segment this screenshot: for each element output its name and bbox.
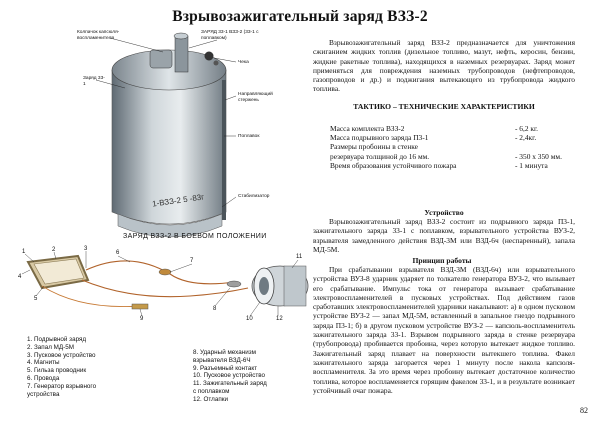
tth-heading: ТАКТИКО – ТЕХНИЧЕСКИЕ ХАРАКТЕРИСТИКИ: [353, 102, 535, 111]
tth-row: [330, 124, 590, 133]
kit-number-2: 2: [52, 247, 56, 253]
legend-left: [27, 336, 96, 398]
tth-row: [330, 142, 590, 151]
legend-item: 8. Ударный механизм: [193, 349, 256, 356]
label-napr: Направляющий стержень: [238, 92, 273, 103]
label-cheka: Чека: [238, 60, 249, 65]
legend-item: с поплавком: [193, 387, 230, 395]
tth-row: [330, 161, 590, 170]
tth-value: - 350 х 350 мм.: [515, 151, 562, 161]
label-cap-kv: Колпачок капсюля-воспламенителя: [77, 30, 120, 41]
label-zaryad-zz: ЗАРЯД 33-1 ВЗЗ-2 (33-1 с поплавком): [201, 30, 259, 41]
ustroystvo-heading: Устройство: [424, 208, 464, 217]
tth-value: - 2,4кг.: [515, 133, 537, 143]
label-stab: Стабилизатор: [238, 194, 270, 199]
intro-paragraph: Взрывозажигательный заряд ВЗЗ-2 предназначается для уничтожения сжиганием жидких топлив (дизельное топливо, мазут, нефть, керосин, бензин, жидкие ракетные топлива), находящихся в наземных резервуарах. Заряд может применяться для повреждения наземных трубопроводов (нефтепроводов, газопроводов и др.) и поджигания вытекающего из трубопровода жидкого топлива.: [313, 38, 575, 94]
legend-item: устройства: [27, 390, 60, 398]
guide-rod: [222, 80, 226, 220]
ustroystvo-paragraph: Взрывозажигательный заряд ВЗЗ-2 состоит из подрывного заряда П3-1, зажигательного заряда 33-1 с поплавком, взрывательного устройства ВУЗ-2, взрывателя замедленного действия ВЗД-3М или ВЗД-6ч (неспаренный), запала МД-5М.: [313, 217, 575, 254]
tth-label: резервуара толщиной до 16 мм.: [330, 151, 430, 161]
princip-heading: Принцип работы: [412, 256, 472, 265]
legend-item: 1. Подрывной заряд: [27, 336, 87, 343]
legend-item: 6. Провода: [27, 374, 60, 382]
kit-number-7: 7: [190, 258, 194, 264]
legend-item: 3. Пусковое устройство: [27, 351, 96, 359]
kit-number-6: 6: [116, 250, 120, 256]
illustration-caption: ЗАРЯД ВЗЗ-2 В БОЕВОМ ПОЛОЖЕНИИ: [123, 233, 267, 240]
page-title: Взрывозажигательный заряд ВЗЗ-2: [172, 8, 428, 25]
tth-label: Размеры пробоины в стенке: [330, 142, 418, 152]
tth-label: Время образования устойчивого пожара: [330, 160, 457, 170]
legend-item: 4. Магниты: [27, 359, 60, 367]
kit-number-4: 4: [18, 274, 22, 280]
rod: [175, 36, 188, 72]
tth-label: Масса подрывного заряда П3-1: [330, 133, 429, 143]
label-zaryad-left: Заряд 33-1: [83, 76, 105, 87]
kit-number-10: 10: [246, 316, 253, 322]
kit-number-5: 5: [34, 296, 38, 302]
kit-number-12: 12: [276, 316, 283, 322]
kit-number-1: 1: [22, 249, 26, 255]
legend-item: 11. Зажигательный заряд: [193, 380, 267, 388]
can-marking: 1-ВЗЗ-2 5 -83г: [151, 192, 205, 209]
kit-illustration: [20, 240, 325, 328]
pin: [205, 52, 214, 61]
kit-number-3: 3: [84, 246, 88, 252]
fuse: [150, 50, 172, 68]
tth-value: - 6,2 кг.: [515, 124, 539, 133]
tth-value: - 1 минута: [515, 160, 548, 170]
legend-item: 10. Пусковое устройство: [193, 372, 266, 380]
legend-item: 2. Запал МД-5М: [27, 343, 74, 351]
tth-row: [330, 133, 590, 142]
legend-item: 7. Генератор взрывного: [27, 382, 97, 390]
tth-table: [330, 124, 590, 170]
kit-number-11: 11: [296, 254, 303, 260]
label-poplavok: Поплавок: [238, 134, 260, 139]
legend-item: взрывателя ВЗД-6Ч: [193, 356, 251, 364]
tth-label: Масса комплекта ВЗЗ-2: [330, 124, 405, 133]
legend-right: [193, 349, 267, 404]
kit-number-8: 8: [213, 306, 217, 312]
kit-number-9: 9: [140, 316, 144, 322]
legend-item: 12. Отлапки: [193, 395, 229, 403]
princip-paragraph: При срабатывании взрывателя ВЗД-3М (ВЗД-6ч) или взрывательного устройства ВУЗ-8 ударник ударяет по толкателю генератора ВУЗ-2, что вызывает его срабатывание. Импульс тока от генератора вызывает срабатывание электровоспламенителей в пусковых устройствах. Под действием газов сработавших электровоспламенителей ударники накалывают: а) в одном пусковом устройстве ВУЗ-2 — запал МД-5М, вставленный в запальное гнездо подрывного заряда П3-1; б) в другом пусковом устройстве ВУЗ-2 — капсюль-воспламенитель зажигательного заряда 33-1. Взрывом подрывного заряда в стенке резервуара (трубопровода) пробивается пробоина, через которую вытекает жидкое топливо. Зажигательный заряд плавает на поверхности вытекшего топлива. Факел зажигательного заряда загорается через 1 минуту после накола капсюля-воспламенителя. За это время через пробоину вытекает достаточное количество топлива, которое воспламеняется горящим факелом 33-1, и в результате возникает устойчивый очаг пожара.: [313, 265, 575, 395]
legend-item: 9. Разъемный контакт: [193, 364, 258, 372]
tth-row: [330, 152, 590, 161]
legend-item: 5. Гильза проводник: [27, 367, 87, 375]
page-number: 82: [580, 406, 588, 415]
